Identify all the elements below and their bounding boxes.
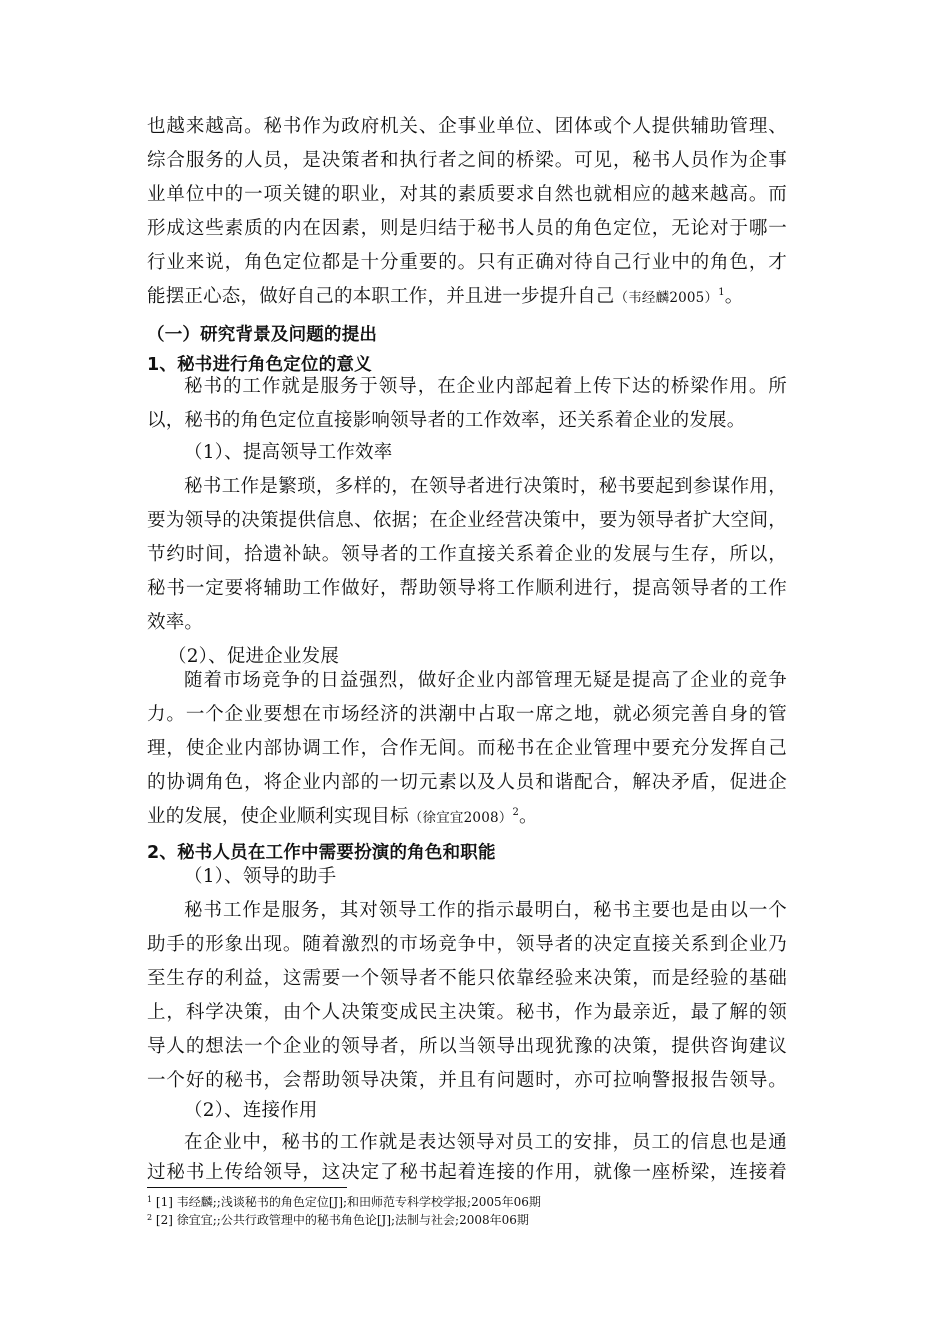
paragraph-line: 的协调角色，将企业内部的一切元素以及人员和谐配合，解决矛盾，促进企 [147, 772, 787, 793]
item-title: （1）、提高领导工作效率 [184, 442, 393, 463]
paragraph-text: 业的发展，使企业顺利实现目标 [147, 806, 409, 827]
citation: （徐宜宜2008） [408, 810, 513, 826]
sentence-end: 。 [519, 806, 538, 827]
subsection-heading: 1、秘书进行角色定位的意义 [147, 355, 372, 375]
paragraph-line: 行业来说，角色定位都是十分重要的。只有正确对待自己行业中的角色，才 [147, 252, 787, 273]
paragraph-line: 要为领导的决策提供信息、依据；在企业经营决策中，要为领导者扩大空间， [147, 510, 787, 531]
paragraph-line: 秘书工作是服务，其对领导工作的指示最明白，秘书主要也是由以一个 [184, 900, 787, 921]
paragraph-line: 以，秘书的角色定位直接影响领导者的工作效率，还关系着企业的发展。 [147, 410, 746, 431]
paragraph-line: 理，使企业内部协调工作，合作无间。而秘书在企业管理中要充分发挥自己 [147, 738, 787, 759]
sentence-end: 。 [724, 286, 744, 307]
paragraph-line: 形成这些素质的内在因素，则是归结于秘书人员的角色定位，无论对于哪一 [147, 218, 787, 239]
paragraph-line: 上，科学决策，由个人决策变成民主决策。秘书，作为最亲近，最了解的领 [147, 1002, 787, 1023]
item-title: （2）、促进企业发展 [168, 646, 340, 667]
paragraph-line: 秘书的工作就是服务于领导，在企业内部起着上传下达的桥梁作用。所 [184, 376, 787, 397]
paragraph-line: 秘书一定要将辅助工作做好，帮助领导将工作顺利进行，提高领导者的工作 [147, 578, 787, 599]
paragraph-line: 综合服务的人员，是决策者和执行者之间的桥梁。可见，秘书人员作为企事 [147, 150, 787, 171]
footnote-mark: 2 [147, 1213, 153, 1222]
paragraph-line: 一个好的秘书，会帮助领导决策，并且有问题时，亦可拉响警报报告领导。 [147, 1070, 787, 1091]
section-heading: （一）研究背景及问题的提出 [147, 325, 378, 345]
paragraph-line: 导人的想法一个企业的领导者，所以当领导出现犹豫的决策，提供咨询建议 [147, 1036, 787, 1057]
item-title: （2）、连接作用 [184, 1100, 318, 1121]
paragraph-line: 效率。 [147, 612, 204, 633]
footnote [147, 1194, 541, 1210]
paragraph-line: 至生存的利益，这需要一个领导者不能只依靠经验来决策，而是经验的基础 [147, 968, 787, 989]
paragraph-line: 在企业中，秘书的工作就是表达领导对员工的安排，员工的信息也是通 [184, 1132, 787, 1153]
footnote-text: [1] 韦经麟;;浅谈秘书的角色定位[J];和田师范专科学校学报;2005年06期 [155, 1195, 541, 1209]
paragraph-line: 过秘书上传给领导，这决定了秘书起着连接的作用，就像一座桥梁，连接着 [147, 1162, 787, 1183]
citation: （韦经麟2005） [614, 290, 719, 306]
footnote-text: [2] 徐宜宜;;公共行政管理中的秘书角色论[J];法制与社会;2008年06期 [155, 1213, 529, 1227]
paragraph-line-last [147, 280, 787, 315]
paragraph-line-last [147, 800, 787, 835]
paragraph-line: 也越来越高。秘书作为政府机关、企事业单位、团体或个人提供辅助管理、 [147, 116, 787, 137]
footnote [147, 1212, 529, 1228]
paragraph-line: 秘书工作是繁琐，多样的，在领导者进行决策时，秘书要起到参谋作用， [184, 476, 787, 497]
paragraph-line: 助手的形象出现。随着激烈的市场竞争中，领导者的决定直接关系到企业乃 [147, 934, 787, 955]
paragraph-line: 业单位中的一项关键的职业，对其的素质要求自然也就相应的越来越高。而 [147, 184, 787, 205]
footnote-ref: 1 [718, 287, 725, 298]
footnote-mark: 1 [147, 1195, 153, 1204]
subsection-heading: 2、秘书人员在工作中需要扮演的角色和职能 [147, 843, 496, 863]
paragraph-line: 力。一个企业要想在市场经济的洪潮中占取一席之地，就必须完善自身的管 [147, 704, 787, 725]
item-title: （1）、领导的助手 [184, 866, 337, 887]
footnote-separator [147, 1187, 347, 1188]
paragraph-line: 随着市场竞争的日益强烈，做好企业内部管理无疑是提高了企业的竞争 [184, 670, 787, 691]
paragraph-line: 节约时间，拾遗补缺。领导者的工作直接关系着企业的发展与生存，所以， [147, 544, 787, 565]
footnote-ref: 2 [512, 807, 520, 818]
paragraph-text: 能摆正心态，做好自己的本职工作，并且进一步提升自己 [147, 286, 615, 307]
